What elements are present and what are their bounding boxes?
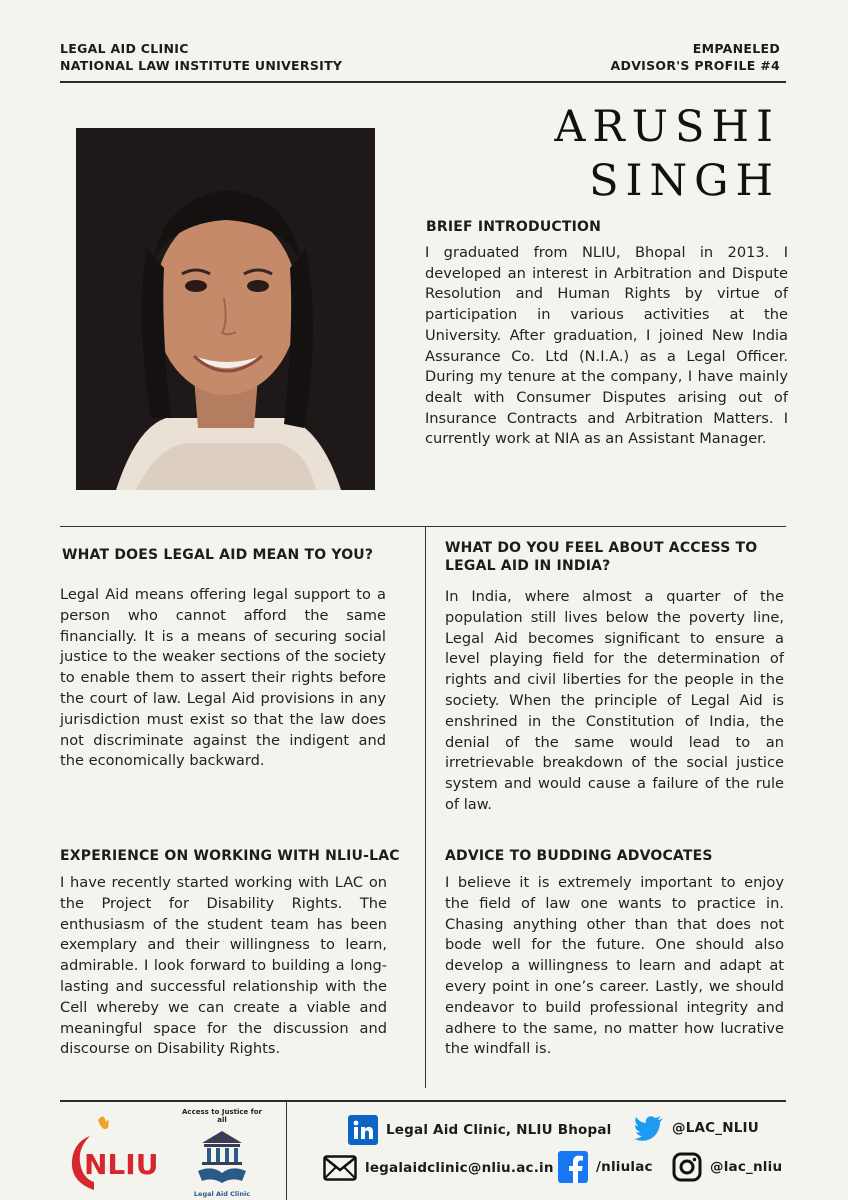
twitter-label: @LAC_NLIU [672, 1120, 759, 1136]
advisor-last-name: SINGH [589, 156, 780, 206]
advice-body: I believe it is extremely important to enjoy the field of law one wants to practice in. Chasing anything other than that does not bode well for the future. One should also develop a willingness to learn and adapt at every point in one’s career. Lastly, we should endeavor to build professional integrity and adhere to the same, no matter how lucrative the windfall is. [445, 874, 784, 1058]
experience-body: I have recently started working with LAC on the Project for Disability Rights. The enthusiasm of the student team has been exemplary and their willingness to learn, admirable. I look forward to building a long-lasting and successful relationship with the Cell whereby we can create a viable and meaningful space for the discussion and discourse on Disability Rights. [60, 874, 387, 1058]
access-heading: WHAT DO YOU FEEL ABOUT ACCESS TO LEGAL AID IN INDIA? [445, 540, 758, 574]
section-divider [60, 526, 786, 527]
header-profile-line2: ADVISOR'S PROFILE #4 [610, 58, 780, 73]
nliu-logo-text: NLIU [84, 1148, 159, 1181]
instagram-icon [672, 1152, 702, 1182]
intro-body: I graduated from NLIU, Bhopal in 2013. I developed an interest in Arbitration and Dispute Resolution and Human Rights by virtue of participation in various activities at the University. After graduation, I joined New India Assurance Co. Ltd (N.I.A.) as a Legal Officer. During my tenure at the company, I have mainly dealt with Consumer Disputes arising out of Insurance Contracts and Arbitration Matters. I currently work at NIA as an Assistant Manager. [425, 244, 788, 448]
lac-tagline: Access to Justice for all [182, 1108, 262, 1124]
instagram-link[interactable] [672, 1152, 782, 1182]
header-org [60, 40, 342, 74]
advice-heading: ADVICE TO BUDDING ADVOCATES [445, 848, 713, 864]
column-divider [425, 526, 426, 1088]
linkedin-link[interactable] [348, 1115, 612, 1145]
linkedin-icon [348, 1115, 378, 1145]
experience-heading: EXPERIENCE ON WORKING WITH NLIU-LAC [60, 848, 400, 864]
header-divider [60, 81, 786, 83]
facebook-label: /nliulac [596, 1159, 653, 1175]
twitter-link[interactable] [634, 1115, 759, 1141]
facebook-link[interactable] [558, 1151, 653, 1183]
email-label: legalaidclinic@nliu.ac.in [365, 1160, 554, 1176]
email-icon [323, 1155, 357, 1181]
meaning-body: Legal Aid means offering legal support to a person who cannot afford the same financially. It is a means of securing social justice to the weaker sections of the society to enable them to assert their rights before the court of law. Legal Aid provisions in any jurisdiction must exist so that the law does not discriminate against the indigent and the economically backward. [60, 586, 386, 770]
lac-emblem-icon [192, 1127, 252, 1185]
linkedin-label: Legal Aid Clinic, NLIU Bhopal [386, 1122, 612, 1138]
lac-logo [178, 1108, 266, 1198]
header-org-line2: NATIONAL LAW INSTITUTE UNIVERSITY [60, 58, 343, 73]
header-org-line1: LEGAL AID CLINIC [60, 41, 189, 56]
access-body: In India, where almost a quarter of the population still lives below the poverty line, Legal Aid becomes significant to ensure a level playing field for the determination of rights and civil liberties for the people in the society. When the principle of Legal Aid is enshrined in the Constitution of India, the denial of the same would lead to an irretrievable breakdown of the social justice system and would cause a failure of the rule of law. [445, 588, 784, 813]
instagram-label: @lac_nliu [710, 1159, 783, 1175]
twitter-icon [634, 1115, 664, 1141]
advisor-photo [76, 128, 375, 490]
email-link[interactable] [323, 1155, 554, 1181]
meaning-heading: WHAT DOES LEGAL AID MEAN TO YOU? [62, 547, 374, 563]
nliu-logo [64, 1112, 159, 1192]
footer-divider [60, 1100, 786, 1102]
intro-heading: BRIEF INTRODUCTION [426, 219, 602, 235]
header-profile-line1: EMPANELED [692, 41, 780, 56]
advisor-name [554, 100, 780, 208]
advisor-first-name: ARUSHI [554, 102, 780, 152]
footer-column-divider [286, 1100, 287, 1200]
facebook-icon [558, 1151, 588, 1183]
header-profile [611, 40, 780, 74]
lac-name: Legal Aid Clinic [193, 1190, 251, 1198]
